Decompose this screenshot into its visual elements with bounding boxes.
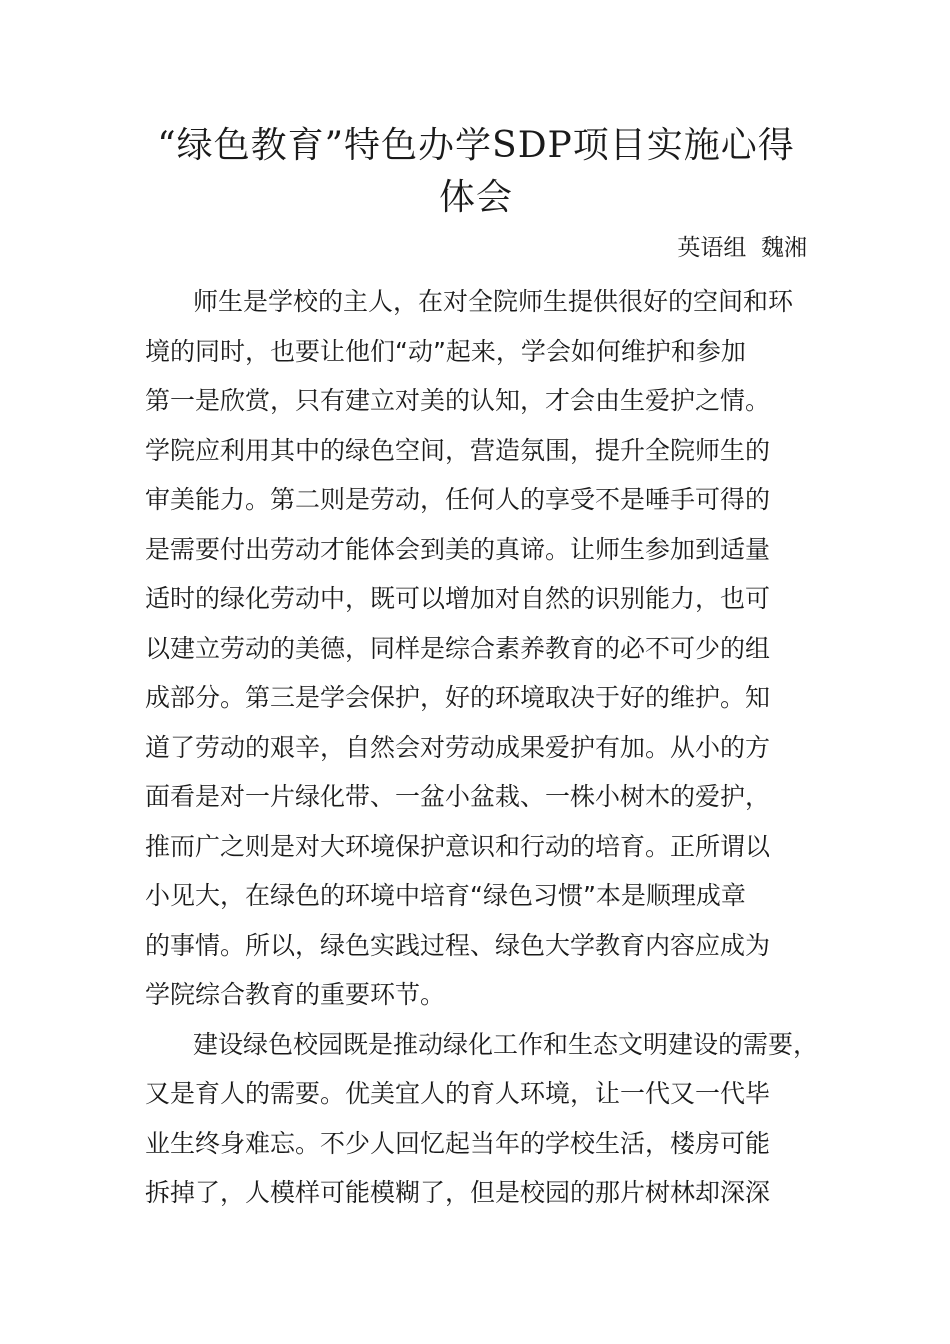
paragraph-line: 建设绿色校园既是推动绿化工作和生态文明建设的需要， <box>193 1029 819 1059</box>
paragraph-line: 学院应利用其中的绿色空间，营造氛围，提升全院师生的 <box>145 435 771 465</box>
paragraph-line: 审美能力。第二则是劳动，任何人的享受不是唾手可得的 <box>145 485 771 514</box>
paragraph-line: 师生是学校的主人，在对全院师生提供很好的空间和环 <box>193 287 794 316</box>
paragraph-line: 适时的绿化劳动中，既可以增加对自然的识别能力，也可 <box>145 584 771 613</box>
paragraph-line: 业生终身难忘。不少人回忆起当年的学校生活，楼房可能 <box>145 1128 771 1158</box>
document-title <box>145 120 807 224</box>
paragraph-1 <box>145 277 825 1020</box>
paragraph-line: 以建立劳动的美德，同样是综合素养教育的必不可少的组 <box>145 633 771 663</box>
author-line: 英语组 魏湘 <box>677 235 807 261</box>
paragraph-line: 第一是欣赏，只有建立对美的认知，才会由生爱护之情。 <box>145 386 771 415</box>
paragraph-line: 小见大，在绿色的环境中培育“绿色习惯”本是顺理成章 <box>145 881 746 910</box>
document-body <box>145 277 825 1218</box>
paragraph-line: 境的同时，也要让他们“动”起来，学会如何维护和参加 <box>145 336 746 366</box>
paragraph-line: 面看是对一片绿化带、一盆小盆栽、一株小树木的爱护， <box>145 782 771 811</box>
title-line-1: “绿色教育”特色办学SDP项目实施心得 <box>157 125 795 166</box>
paragraph-2 <box>145 1020 825 1218</box>
paragraph-line: 是需要付出劳动才能体会到美的真谛。让师生参加到适量 <box>145 534 771 564</box>
paragraph-line: 学院综合教育的重要环节。 <box>145 980 446 1009</box>
paragraph-line: 推而广之则是对大环境保护意识和行动的培育。正所谓以 <box>145 831 771 861</box>
paragraph-line: 道了劳动的艰辛，自然会对劳动成果爱护有加。从小的方 <box>145 732 771 762</box>
paragraph-line: 拆掉了，人模样可能模糊了，但是校园的那片树林却深深 <box>145 1178 771 1207</box>
paragraph-line: 的事情。所以，绿色实践过程、绿色大学教育内容应成为 <box>145 930 771 960</box>
paragraph-line: 又是育人的需要。优美宜人的育人环境，让一代又一代毕 <box>145 1079 771 1108</box>
paragraph-line: 成部分。第三是学会保护，好的环境取决于好的维护。知 <box>145 683 771 712</box>
title-line-2: 体会 <box>438 177 513 218</box>
